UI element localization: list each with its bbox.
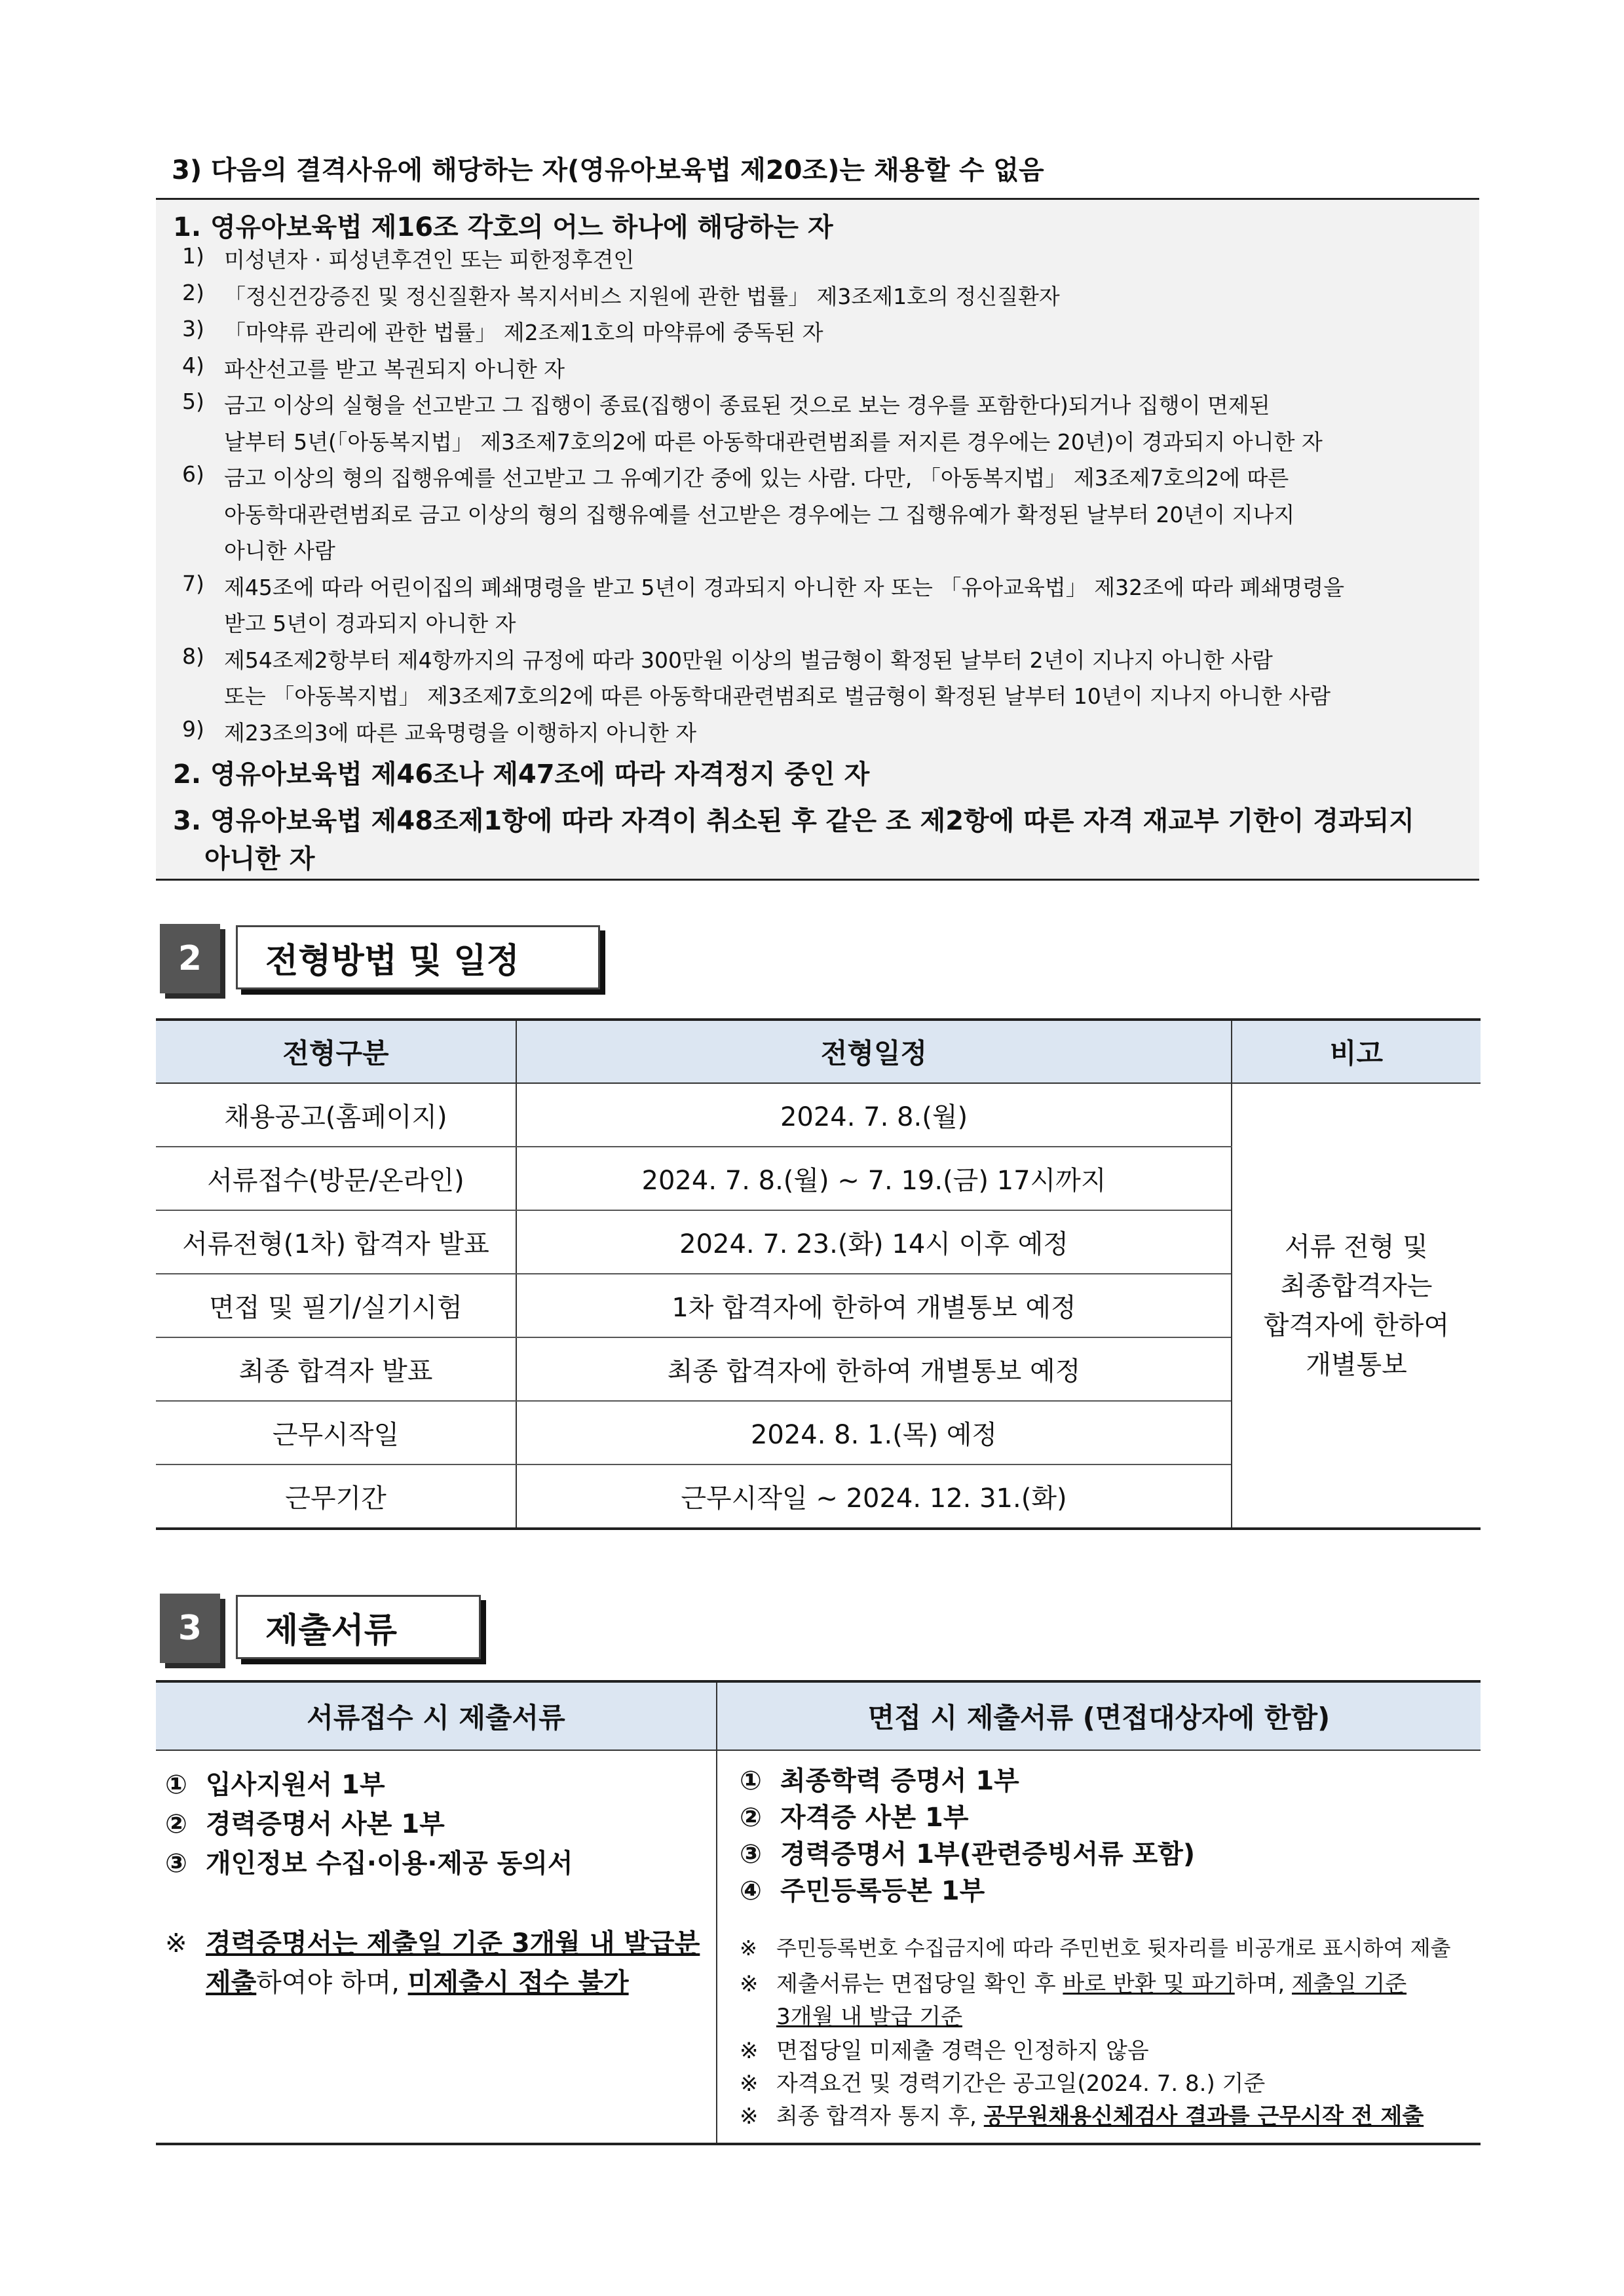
note-qualification-basis: ※ 자격요건 및 경력기간은 공고일(2024. 7. 8.) 기준 [740, 2071, 1266, 2097]
item-text: 아니한 사람 [224, 538, 335, 564]
note-career-recognition: ※ 면접당일 미제출 경력은 인정하지 않음 [740, 2038, 1149, 2064]
documents-header-application: 서류접수 시 제출서류 [156, 1681, 717, 1750]
item-number: 3) [182, 316, 204, 341]
item-text: 「마약류 관리에 관한 법률」 제2조제1호의 마약류에 중독된 자 [224, 320, 823, 345]
item-number: 7) [182, 570, 204, 596]
career-certificate-note-line2: 제출하여야 하며, 미제출시 접수 불가 [206, 1968, 629, 1998]
disqualification-heading: 3) 다음의 결격사유에 해당하는 자(영유아보육법 제20조)는 채용할 수 없음 [172, 155, 1044, 185]
schedule-type-cell: 근무기간 [156, 1464, 516, 1529]
item-number: 4) [182, 352, 204, 378]
schedule-type-cell: 채용공고(홈페이지) [156, 1083, 516, 1147]
career-certificate-note: ※ 경력증명서는 제출일 기준 3개월 내 발급분 [165, 1928, 700, 1959]
item-number: 6) [182, 461, 204, 487]
item-number: 5) [182, 389, 204, 414]
schedule-type-cell: 최종 합격자 발표 [156, 1337, 516, 1401]
note-line: 최종합격자는 [1280, 1271, 1433, 1301]
list-item: ① 최종학력 증명서 1부 [740, 1766, 1019, 1796]
section-title: 제출서류 [236, 1595, 481, 1659]
schedule-date-cell: 1차 합격자에 한하여 개별통보 예정 [516, 1274, 1232, 1337]
list-item: ② 경력증명서 사본 1부 [165, 1809, 445, 1839]
item-text: 제54조제2항부터 제4항까지의 규정에 따라 300만원 이상의 벌금형이 확정된 날부터 2년이 지나지 아니한 사람 [224, 647, 1273, 673]
schedule-note-cell [1232, 1083, 1481, 1529]
schedule-date-cell: 2024. 7. 8.(월) [516, 1083, 1232, 1147]
item-number: 2) [182, 279, 204, 305]
list-item: ③ 개인정보 수집·이용·제공 동의서 [165, 1848, 573, 1879]
note-document-return-line2: 3개월 내 발급 기준 [776, 2004, 962, 2030]
list-item: ① 입사지원서 1부 [165, 1770, 385, 1800]
law-article-48-line2: 아니한 자 [204, 844, 315, 874]
item-text: 아동학대관련범죄로 금고 이상의 형의 집행유예를 선고받은 경우에는 그 집행유예가 확정된 날부터 20년이 지나지 [224, 501, 1295, 527]
schedule-type-cell: 서류접수(방문/온라인) [156, 1147, 516, 1210]
interview-documents-cell [717, 1750, 1481, 2144]
note-document-return: ※ 제출서류는 면접당일 확인 후 바로 반환 및 파기하며, 제출일 기준 [740, 1971, 1407, 1997]
documents-table [156, 1680, 1481, 2145]
schedule-date-cell: 2024. 7. 23.(화) 14시 이후 예정 [516, 1210, 1232, 1274]
item-text: 또는 「아동복지법」 제3조제7호의2에 따른 아동학대관련범죄로 벌금형이 확정된 날부터 10년이 지나지 아니한 사람 [224, 683, 1331, 709]
disqualification-box [156, 198, 1479, 881]
law-article-16-title: 1. 영유아보육법 제16조 각호의 어느 하나에 해당하는 자 [173, 212, 833, 242]
section-number-badge: 3 [160, 1594, 220, 1663]
note-line: 개별통보 [1306, 1349, 1407, 1380]
item-number: 8) [182, 643, 204, 669]
schedule-date-cell: 최종 합격자에 한하여 개별통보 예정 [516, 1337, 1232, 1401]
law-article-46-47: 2. 영유아보육법 제46조나 제47조에 따라 자격정지 중인 자 [173, 759, 870, 790]
list-item: ③ 경력증명서 1부(관련증빙서류 포함) [740, 1839, 1196, 1869]
section-title: 전형방법 및 일정 [236, 925, 600, 989]
item-number: 1) [182, 243, 204, 269]
schedule-type-cell: 면접 및 필기/실기시험 [156, 1274, 516, 1337]
item-text: 날부터 5년(「아동복지법」 제3조제7호의2에 따른 아동학대관련범죄를 저지른 경우에는 20년)이 경과되지 아니한 자 [224, 429, 1323, 455]
item-text: 제45조에 따라 어린이집의 폐쇄명령을 받고 5년이 경과되지 아니한 자 또는 「유아교육법」 제32조에 따라 폐쇄명령을 [224, 574, 1344, 600]
schedule-date-cell: 2024. 7. 8.(월) ~ 7. 19.(금) 17시까지 [516, 1147, 1232, 1210]
note-line: 서류 전형 및 [1285, 1231, 1428, 1262]
item-number: 9) [182, 716, 204, 742]
schedule-header-note: 비고 [1232, 1020, 1481, 1083]
schedule-table [156, 1018, 1481, 1530]
section-number-badge: 2 [160, 924, 220, 993]
schedule-date-cell: 근무시작일 ~ 2024. 12. 31.(화) [516, 1464, 1232, 1529]
list-item: ② 자격증 사본 1부 [740, 1803, 969, 1833]
note-resident-number: ※ 주민등록번호 수집금지에 따라 주민번호 뒷자리를 비공개로 표시하여 제출 [740, 1936, 1451, 1961]
schedule-header-type: 전형구분 [156, 1020, 516, 1083]
item-text: 미성년자 · 피성년후견인 또는 피한정후견인 [224, 247, 635, 273]
item-text: 받고 5년이 경과되지 아니한 자 [224, 611, 516, 636]
documents-header-interview: 면접 시 제출서류 (면접대상자에 한함) [717, 1681, 1481, 1750]
note-line: 합격자에 한하여 [1263, 1310, 1450, 1341]
schedule-date-cell: 2024. 8. 1.(목) 예정 [516, 1401, 1232, 1464]
note-health-check: ※ 최종 합격자 통지 후, 공무원채용신체검사 결과를 근무시작 전 제출 [740, 2103, 1424, 2130]
law-article-48-line1: 3. 영유아보육법 제48조제1항에 따라 자격이 취소된 후 같은 조 제2항에 따른 자격 재교부 기한이 경과되지 [173, 806, 1414, 836]
item-text: 금고 이상의 형의 집행유예를 선고받고 그 유예기간 중에 있는 사람. 다만, 「아동복지법」 제3조제7호의2에 따른 [224, 465, 1289, 491]
application-documents-cell [156, 1750, 717, 2144]
item-text: 「정신건강증진 및 정신질환자 복지서비스 지원에 관한 법률」 제3조제1호의 정신질환자 [224, 283, 1060, 309]
schedule-type-cell: 근무시작일 [156, 1401, 516, 1464]
item-text: 파산선고를 받고 복권되지 아니한 자 [224, 356, 565, 382]
table-row [156, 1083, 1481, 1147]
item-text: 금고 이상의 실형을 선고받고 그 집행이 종료(집행이 종료된 것으로 보는 경우를 포함한다)되거나 집행이 면제된 [224, 392, 1270, 418]
item-text: 제23조의3에 따른 교육명령을 이행하지 아니한 자 [224, 719, 697, 746]
list-item: ④ 주민등록등본 1부 [740, 1876, 985, 1906]
schedule-type-cell: 서류전형(1차) 합격자 발표 [156, 1210, 516, 1274]
schedule-header-date: 전형일정 [516, 1020, 1232, 1083]
